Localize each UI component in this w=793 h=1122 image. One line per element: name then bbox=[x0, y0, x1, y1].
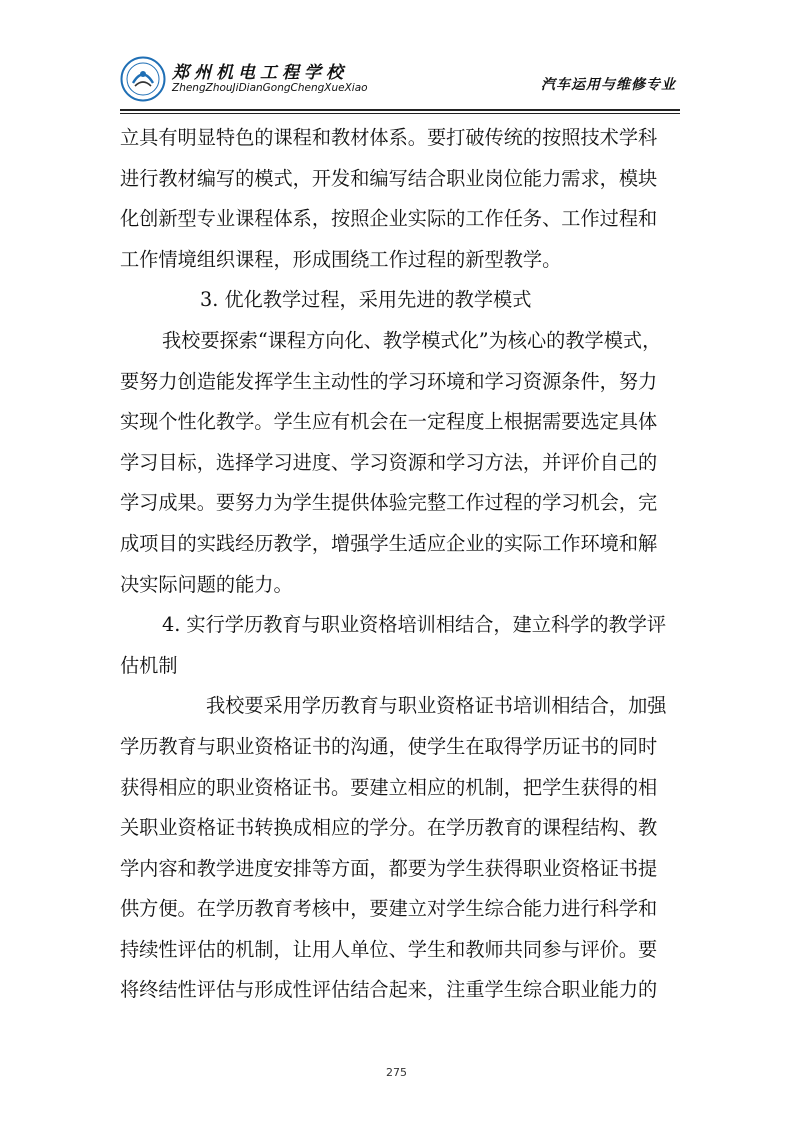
text-line: 将终结性评估与形成性评估结合起来，注重学生综合职业能力的 bbox=[120, 978, 658, 1002]
section-heading-cont: 估机制 bbox=[120, 653, 178, 677]
school-emblem-icon bbox=[120, 56, 166, 102]
text-line: 学历教育与职业资格证书的沟通，使学生在取得学历证书的同时 bbox=[120, 734, 658, 758]
text-line: 实现个性化教学。学生应有机会在一定程度上根据需要选定具体 bbox=[120, 410, 658, 434]
major-title: 汽车运用与维修专业 bbox=[541, 77, 676, 93]
header-rule-thick bbox=[120, 109, 680, 111]
section-heading: 3. 优化教学过程，采用先进的教学模式 bbox=[200, 288, 532, 312]
header-rule-thin bbox=[120, 113, 680, 114]
text-line: 关职业资格证书转换成相应的学分。在学历教育的课程结构、教 bbox=[120, 816, 658, 840]
text-line: 学习目标，选择学习进度、学习资源和学习方法，并评价自己的 bbox=[120, 450, 658, 474]
page-number: 275 bbox=[386, 1066, 407, 1079]
text-line: 学内容和教学进度安排等方面，都要为学生获得职业资格证书提 bbox=[120, 856, 658, 880]
text-line: 获得相应的职业资格证书。要建立相应的机制，把学生获得的相 bbox=[120, 775, 658, 799]
page-header bbox=[120, 52, 680, 108]
text-line: 决实际问题的能力。 bbox=[120, 572, 293, 596]
section-heading: 4. 实行学历教育与职业资格培训相结合，建立科学的教学评 bbox=[162, 613, 667, 637]
text-line: 我校要采用学历教育与职业资格证书培训相结合，加强 bbox=[206, 694, 667, 718]
text-line: 成项目的实践经历教学，增强学生适应企业的实际工作环境和解 bbox=[120, 531, 658, 555]
text-line: 进行教材编写的模式，开发和编写结合职业岗位能力需求，模块 bbox=[120, 166, 658, 190]
school-name-en: ZhengZhouJiDianGongChengXueXiao bbox=[172, 82, 368, 94]
text-line: 持续性评估的机制，让用人单位、学生和教师共同参与评价。要 bbox=[120, 937, 658, 961]
text-line: 化创新型专业课程体系，按照企业实际的工作任务、工作过程和 bbox=[120, 207, 658, 231]
school-name-cn: 郑州机电工程学校 bbox=[172, 63, 348, 83]
text-line: 供方便。在学历教育考核中，要建立对学生综合能力进行科学和 bbox=[120, 897, 658, 921]
text-line: 立具有明显特色的课程和教材体系。要打破传统的按照技术学科 bbox=[120, 126, 658, 149]
text-line: 学习成果。要努力为学生提供体验完整工作过程的学习机会，完 bbox=[120, 491, 658, 515]
text-line: 工作情境组织课程，形成围绕工作过程的新型教学。 bbox=[120, 247, 562, 271]
text-line: 要努力创造能发挥学生主动性的学习环境和学习资源条件，努力 bbox=[120, 369, 658, 393]
text-line: 我校要探索“课程方向化、教学模式化”为核心的教学模式， bbox=[162, 328, 662, 352]
body-text bbox=[120, 118, 680, 1011]
